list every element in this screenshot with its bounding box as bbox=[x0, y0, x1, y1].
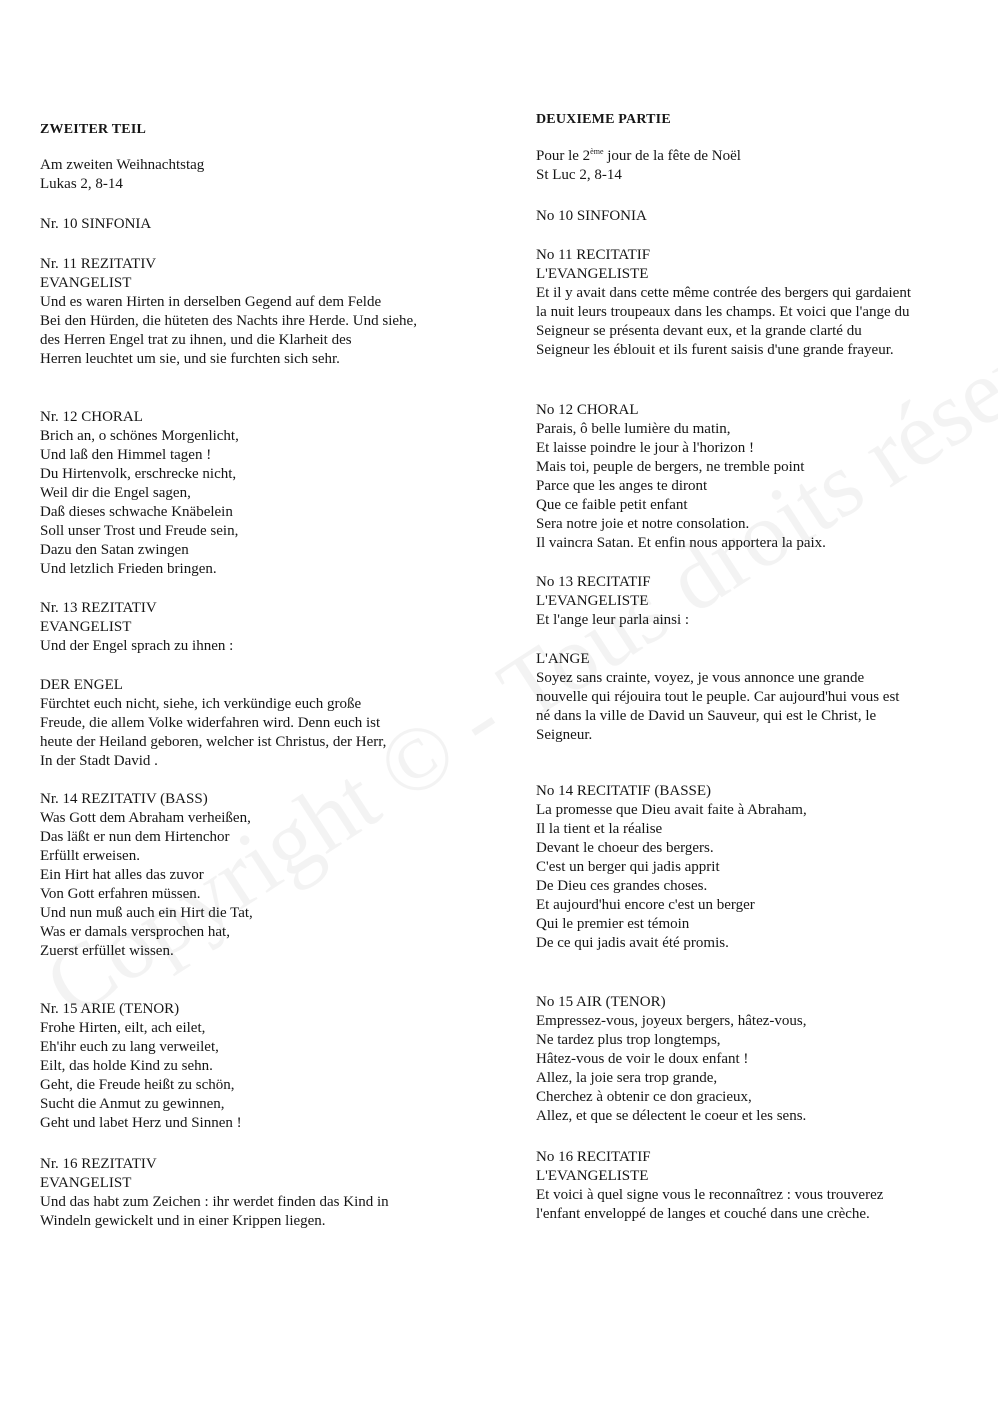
french-part-title: DEUXIEME PARTIE bbox=[536, 112, 671, 127]
french-rec11-speaker: L'EVANGELISTE bbox=[536, 266, 649, 282]
german-rez16-line: Windeln gewickelt und in einer Krippen liegen. bbox=[40, 1213, 326, 1229]
german-engel-line: Freude, die allem Volke widerfahren wird. Denn euch ist bbox=[40, 715, 381, 731]
german-aria-15 bbox=[40, 1000, 480, 1133]
german-rez11-line: des Herren Engel trat zu ihnen, und die Klarheit des bbox=[40, 332, 352, 348]
french-rec14-line: C'est un berger qui jadis apprit bbox=[536, 859, 720, 875]
german-engel-line: heute der Heiland geboren, welcher ist Christus, der Herr, bbox=[40, 734, 387, 750]
german-angel-speech bbox=[40, 676, 480, 771]
german-choral12-line: Soll unser Trost und Freude sein, bbox=[40, 523, 239, 539]
french-rec14-heading: No 14 RECITATIF (BASSE) bbox=[536, 783, 712, 799]
german-rez14-line: Von Gott erfahren müssen. bbox=[40, 886, 201, 902]
german-arie15-line: Frohe Hirten, eilt, ach eilet, bbox=[40, 1020, 206, 1036]
french-choral12-line: Il vaincra Satan. Et enfin nous apportera la paix. bbox=[536, 535, 826, 551]
german-engel-line: In der Stadt David . bbox=[40, 753, 158, 769]
german-rez14-line: Zuerst erfüllet wissen. bbox=[40, 943, 174, 959]
french-choral12-line: Et laisse poindre le jour à l'horizon ! bbox=[536, 440, 755, 456]
german-rez13-line: Und der Engel sprach zu ihnen : bbox=[40, 638, 234, 654]
german-choral12-line: Daß dieses schwache Knäbelein bbox=[40, 504, 233, 520]
german-choral12-line: Dazu den Satan zwingen bbox=[40, 542, 189, 558]
french-air-15 bbox=[536, 993, 998, 1126]
german-rez14-line: Erfüllt erweisen. bbox=[40, 848, 140, 864]
german-recitative-11 bbox=[40, 255, 480, 369]
german-part-title: ZWEITER TEIL bbox=[40, 122, 147, 137]
german-intro-day: Am zweiten Weihnachtstag bbox=[40, 157, 205, 173]
french-ange-line: Soyez sans crainte, voyez, je vous annonce une grande bbox=[536, 670, 865, 686]
french-rec11-line: Et il y avait dans cette même contrée des bergers qui gardaient bbox=[536, 285, 911, 301]
french-recitative-13 bbox=[536, 573, 998, 630]
french-rec16-heading: No 16 RECITATIF bbox=[536, 1149, 651, 1165]
german-rez11-speaker: EVANGELIST bbox=[40, 275, 132, 291]
french-choral12-line: Mais toi, peuple de bergers, ne tremble point bbox=[536, 459, 805, 475]
french-ange-line: né dans la ville de David un Sauveur, qui est le Christ, le bbox=[536, 708, 877, 724]
french-intro-reference: St Luc 2, 8-14 bbox=[536, 167, 622, 183]
german-recitative-14 bbox=[40, 790, 480, 961]
french-air15-heading: No 15 AIR (TENOR) bbox=[536, 994, 666, 1010]
french-rec11-heading: No 11 RECITATIF bbox=[536, 247, 651, 263]
german-choral12-heading: Nr. 12 CHORAL bbox=[40, 409, 143, 425]
french-air15-line: Hâtez-vous de voir le doux enfant ! bbox=[536, 1051, 749, 1067]
german-rez14-line: Und nun muß auch ein Hirt die Tat, bbox=[40, 905, 253, 921]
german-rez11-line: Und es waren Hirten in derselben Gegend auf dem Felde bbox=[40, 294, 382, 310]
french-rec11-line: la nuit leurs troupeaux dans les champs. Et voici que l'ange du bbox=[536, 304, 910, 320]
french-rec14-line: De ce qui jadis avait été promis. bbox=[536, 935, 729, 951]
german-rez14-line: Das läßt er nun dem Hirtenchor bbox=[40, 829, 230, 845]
german-recitative-16 bbox=[40, 1155, 480, 1231]
french-rec14-line: Devant le choeur des bergers. bbox=[536, 840, 714, 856]
french-rec14-line: Et aujourd'hui encore c'est un berger bbox=[536, 897, 755, 913]
german-rez13-heading: Nr. 13 REZITATIV bbox=[40, 600, 157, 616]
french-choral12-line: Que ce faible petit enfant bbox=[536, 497, 688, 513]
french-choral12-line: Parais, ô belle lumière du matin, bbox=[536, 421, 731, 437]
french-choral12-line: Sera notre joie et notre consolation. bbox=[536, 516, 750, 532]
german-rez13-speaker: EVANGELIST bbox=[40, 619, 132, 635]
german-engel-speaker: DER ENGEL bbox=[40, 677, 123, 693]
french-rec13-heading: No 13 RECITATIF bbox=[536, 574, 651, 590]
german-rez11-heading: Nr. 11 REZITATIV bbox=[40, 256, 157, 272]
german-arie15-heading: Nr. 15 ARIE (TENOR) bbox=[40, 1001, 180, 1017]
french-ange-line: nouvelle qui réjouira tout le peuple. Car aujourd'hui vous est bbox=[536, 689, 900, 705]
german-choral12-line: Brich an, o schönes Morgenlicht, bbox=[40, 428, 239, 444]
german-arie15-line: Geht und labet Herz und Sinnen ! bbox=[40, 1115, 242, 1131]
french-choral-12 bbox=[536, 401, 998, 553]
french-ange-line: Seigneur. bbox=[536, 727, 593, 743]
french-rec13-line: Et l'ange leur parla ainsi : bbox=[536, 612, 690, 628]
french-rec13-speaker: L'EVANGELISTE bbox=[536, 593, 649, 609]
german-intro-reference: Lukas 2, 8-14 bbox=[40, 176, 123, 192]
french-rec14-line: Il la tient et la réalise bbox=[536, 821, 663, 837]
german-rez14-line: Was Gott dem Abraham verheißen, bbox=[40, 810, 251, 826]
german-arie15-line: Eilt, das holde Kind zu sehn. bbox=[40, 1058, 213, 1074]
french-sinfonia-heading: No 10 SINFONIA bbox=[536, 208, 647, 224]
german-rez16-heading: Nr. 16 REZITATIV bbox=[40, 1156, 157, 1172]
german-choral-12 bbox=[40, 408, 480, 579]
french-rec16-line: l'enfant enveloppé de langes et couché dans une crèche. bbox=[536, 1206, 870, 1222]
french-air15-line: Allez, la joie sera trop grande, bbox=[536, 1070, 718, 1086]
german-choral12-line: Und letzlich Frieden bringen. bbox=[40, 561, 217, 577]
german-arie15-line: Eh'ihr euch zu lang verweilet, bbox=[40, 1039, 219, 1055]
french-rec16-line: Et voici à quel signe vous le reconnaîtrez : vous trouverez bbox=[536, 1187, 884, 1203]
german-choral12-line: Weil dir die Engel sagen, bbox=[40, 485, 191, 501]
french-intro-superscript: ème bbox=[590, 147, 604, 156]
german-recitative-13 bbox=[40, 599, 480, 656]
french-intro-prefix: Pour le 2 bbox=[536, 148, 591, 164]
french-ange-speaker: L'ANGE bbox=[536, 651, 590, 667]
german-rez14-line: Was er damals versprochen hat, bbox=[40, 924, 230, 940]
french-air15-line: Allez, et que se délectent le coeur et les sens. bbox=[536, 1108, 807, 1124]
french-air15-line: Empressez-vous, joyeux bergers, hâtez-vous, bbox=[536, 1013, 807, 1029]
french-rec14-line: De Dieu ces grandes choses. bbox=[536, 878, 708, 894]
german-choral12-line: Und laß den Himmel tagen ! bbox=[40, 447, 212, 463]
german-sinfonia-heading: Nr. 10 SINFONIA bbox=[40, 216, 152, 232]
french-recitative-14 bbox=[536, 782, 998, 953]
german-arie15-line: Geht, die Freude heißt zu schön, bbox=[40, 1077, 235, 1093]
german-choral12-line: Du Hirtenvolk, erschrecke nicht, bbox=[40, 466, 237, 482]
french-angel-speech bbox=[536, 650, 998, 745]
french-rec14-line: La promesse que Dieu avait faite à Abraham, bbox=[536, 802, 807, 818]
german-intro bbox=[40, 156, 480, 194]
french-rec14-line: Qui le premier est témoin bbox=[536, 916, 690, 932]
french-choral12-line: Parce que les anges te diront bbox=[536, 478, 708, 494]
french-rec11-line: Seigneur se présenta devant eux, et la grande clarté du bbox=[536, 323, 862, 339]
german-engel-line: Fürchtet euch nicht, siehe, ich verkündige euch große bbox=[40, 696, 362, 712]
french-air15-line: Cherchez à obtenir ce don gracieux, bbox=[536, 1089, 752, 1105]
french-rec11-line: Seigneur les éblouit et ils furent saisis d'une grande frayeur. bbox=[536, 342, 894, 358]
german-rez11-line: Herren leuchtet um sie, und sie furchten sich sehr. bbox=[40, 351, 340, 367]
french-recitative-11 bbox=[536, 246, 998, 360]
french-intro bbox=[536, 147, 998, 185]
french-choral12-heading: No 12 CHORAL bbox=[536, 402, 639, 418]
french-recitative-16 bbox=[536, 1148, 998, 1224]
german-rez14-heading: Nr. 14 REZITATIV (BASS) bbox=[40, 791, 208, 807]
french-air15-line: Ne tardez plus trop longtemps, bbox=[536, 1032, 721, 1048]
german-rez14-line: Ein Hirt hat alles das zuvor bbox=[40, 867, 204, 883]
german-rez11-line: Bei den Hürden, die hüteten des Nachts ihre Herde. Und siehe, bbox=[40, 313, 417, 329]
french-intro-day bbox=[536, 147, 998, 166]
german-rez16-speaker: EVANGELIST bbox=[40, 1175, 132, 1191]
german-rez16-line: Und das habt zum Zeichen : ihr werdet finden das Kind in bbox=[40, 1194, 389, 1210]
french-intro-suffix: jour de la fête de Noël bbox=[603, 148, 741, 164]
french-rec16-speaker: L'EVANGELISTE bbox=[536, 1168, 649, 1184]
german-arie15-line: Sucht die Anmut zu gewinnen, bbox=[40, 1096, 225, 1112]
